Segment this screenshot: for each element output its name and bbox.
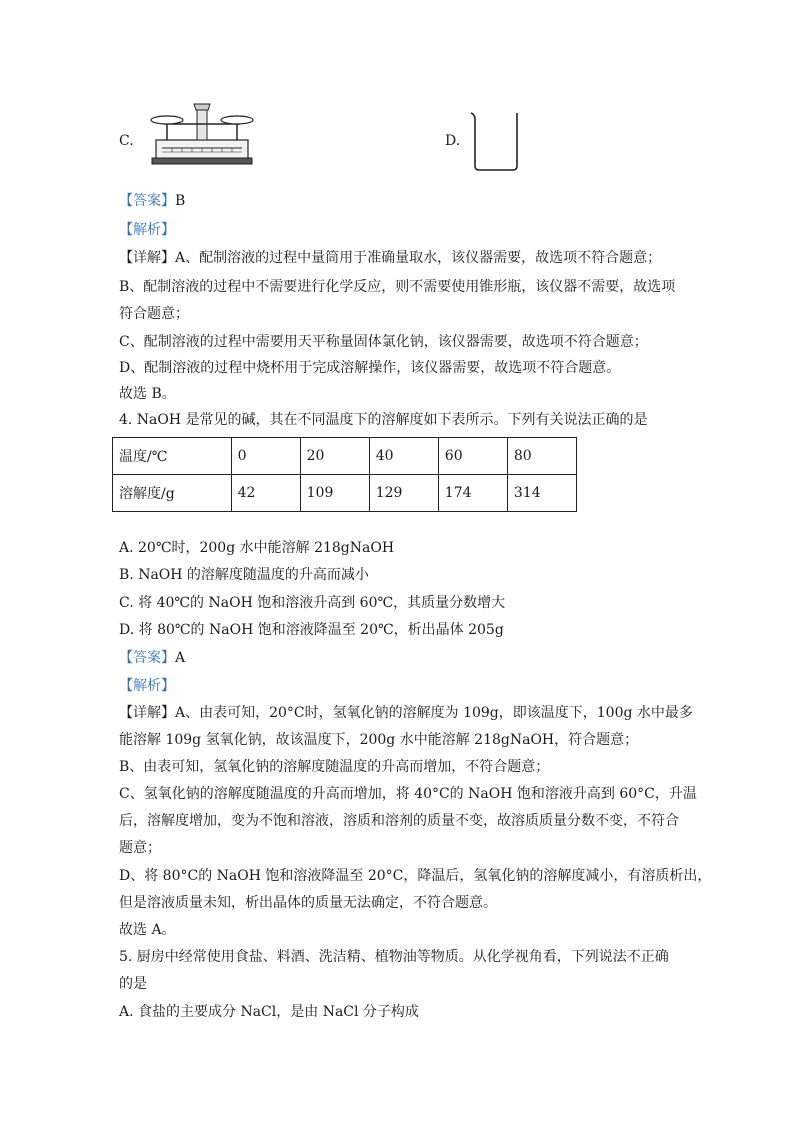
table-cell: 溶解度/g xyxy=(113,475,232,512)
q3-detail-line xyxy=(119,248,661,268)
table-cell: 42 xyxy=(231,475,300,512)
answer-value: A xyxy=(175,650,186,666)
table-cell: 109 xyxy=(300,475,369,512)
table-cell: 314 xyxy=(507,475,576,512)
table-row xyxy=(113,475,577,512)
option-c-label: C. xyxy=(119,133,134,149)
q4-line-a-cont: 能溶解 109g 氢氧化钠，故该温度下，200g 水中能溶解 218gNaOH，符合题意； xyxy=(119,732,639,748)
q4-detail-text: A、由表可知，20°C时，氢氧化钠的溶解度为 109g，即该温度下，100g 水中最多 xyxy=(175,705,693,721)
q3-conclusion: 故选 B。 xyxy=(119,386,176,402)
q4-line-d-cont: 但是溶液质量未知，析出晶体的质量无法确定，不符合题意。 xyxy=(119,895,497,911)
q3-line-b-cont: 符合题意； xyxy=(119,306,189,322)
answer-tag: 【答案】 xyxy=(119,650,175,666)
table-cell: 80 xyxy=(507,438,576,475)
q4-option-a: A. 20℃时，200g 水中能溶解 218gNaOH xyxy=(119,540,395,556)
detail-tag: 【详解】 xyxy=(119,705,175,721)
table-cell: 0 xyxy=(231,438,300,475)
q4-line-b: B、由表可知，氢氧化钠的溶解度随温度的升高而增加，不符合题意； xyxy=(119,759,550,775)
q4-line-d: D、将 80°C的 NaOH 饱和溶液降温至 20°C，降温后，氢氧化钠的溶解度减小，有溶质析出， xyxy=(119,868,712,884)
q4-answer xyxy=(119,648,185,668)
q4-line-c-cont: 后，溶解度增加，变为不饱和溶液，溶质和溶剂的质量不变，故溶质质量分数不变，不符合 xyxy=(119,813,679,829)
q5-option-a: A. 食盐的主要成分 NaCl，是由 NaCl 分子构成 xyxy=(119,1004,419,1020)
q4-option-b: B. NaOH 的溶解度随温度的升高而减小 xyxy=(119,567,369,583)
q4-stem: 4. NaOH 是常见的碱，其在不同温度下的溶解度如下表所示。下列有关说法正确的是 xyxy=(119,412,648,428)
q4-option-c: C. 将 40℃的 NaOH 饱和溶液升高到 60℃，其质量分数增大 xyxy=(119,595,506,611)
q4-conclusion: 故选 A。 xyxy=(119,922,176,938)
q4-option-d: D. 将 80℃的 NaOH 饱和溶液降温至 20℃，析出晶体 205g xyxy=(119,622,504,638)
table-cell: 174 xyxy=(438,475,507,512)
q4-detail-line xyxy=(119,703,693,723)
table-cell: 60 xyxy=(438,438,507,475)
q3-answer xyxy=(119,191,185,211)
option-d-label: D. xyxy=(445,133,461,149)
q4-analysis-tag: 【解析】 xyxy=(119,678,175,694)
table-cell: 40 xyxy=(369,438,438,475)
answer-value: B xyxy=(175,193,186,209)
detail-tag: 【详解】 xyxy=(119,250,175,266)
q3-detail-text: A、配制溶液的过程中量筒用于准确量取水，该仪器需要，故选项不符合题意； xyxy=(175,250,662,266)
solubility-table xyxy=(112,437,577,512)
q5-stem: 5. 厨房中经常使用食盐、料酒、洗洁精、植物油等物质。从化学视角看，下列说法不正确 xyxy=(119,949,669,965)
balance-scale-icon xyxy=(142,100,262,170)
q5-stem-cont: 的是 xyxy=(119,976,147,992)
q4-line-c: C、氢氧化钠的溶解度随温度的升高而增加，将 40°C的 NaOH 饱和溶液升高到 60°C，升温 xyxy=(119,786,697,802)
q3-line-b: B、配制溶液的过程中不需要进行化学反应，则不需要使用锥形瓶，该仪器不需要，故选项 xyxy=(119,279,676,295)
q3-line-d: D、配制溶液的过程中烧杯用于完成溶解操作，该仪器需要，故选项不符合题意。 xyxy=(119,360,621,376)
answer-tag: 【答案】 xyxy=(119,193,175,209)
table-cell: 129 xyxy=(369,475,438,512)
beaker-icon xyxy=(468,110,524,174)
q3-line-c: C、配制溶液的过程中需要用天平称量固体氯化钠，该仪器需要，故选项不符合题意； xyxy=(119,334,648,350)
q3-analysis-tag: 【解析】 xyxy=(119,222,175,238)
table-cell: 温度/℃ xyxy=(113,438,232,475)
table-cell: 20 xyxy=(300,438,369,475)
table-row xyxy=(113,438,577,475)
q4-line-c-end: 题意； xyxy=(119,840,161,856)
